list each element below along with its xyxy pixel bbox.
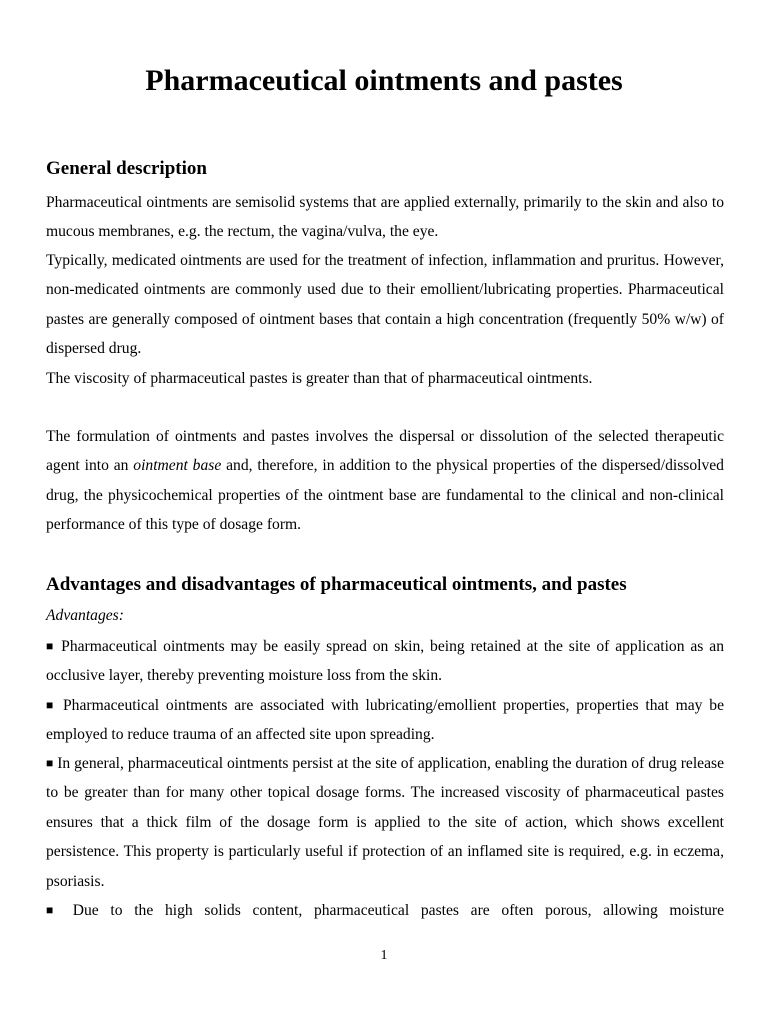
subheading-advantages: Advantages: bbox=[46, 607, 124, 624]
page-number: 1 bbox=[380, 948, 388, 963]
square-bullet-icon: ■ bbox=[46, 639, 56, 653]
paragraph-formulation-text-2: and, therefore, in addition to the physical properties of the dispersed/dissolved drug, the physicochemical properties of the ointment base are fundamental to the clinical and non-clinical performance of this type of dosage form. bbox=[46, 457, 724, 534]
paragraph-formulation bbox=[46, 422, 724, 540]
document-title: Pharmaceutical ointments and pastes bbox=[145, 64, 623, 97]
square-bullet-icon: ■ bbox=[46, 903, 62, 917]
list-item bbox=[46, 896, 724, 925]
paragraph-formulation-text-1: The formulation of ointments and pastes involves the dispersal or dissolution of the selected therapeutic agent into an bbox=[46, 428, 724, 475]
list-item-text: Due to the high solids content, pharmaceutical pastes are often porous, allowing moisture bbox=[61, 902, 724, 919]
list-item-text: In general, pharmaceutical ointments persist at the site of application, enabling the duration of drug release to be greater than for many other topical dosage forms. The increased viscosity of pharmaceutical pastes ensures that a thick film of the dosage form is applied to the site of action, which shows excellent persistence. This property is particularly useful if protection of an inflamed site is required, e.g. in eczema, psoriasis. bbox=[46, 755, 725, 890]
list-item bbox=[46, 632, 724, 691]
term-ointment-base: ointment base bbox=[133, 457, 222, 475]
paragraph-typical-use: Typically, medicated ointments are used for the treatment of infection, inflammation and pruritus. However, non-medicated ointments are commonly used due to their emollient/lubricating properties. Pharmaceutical pastes are generally composed of ointment bases that contain a high concentration (frequently 50% w/w) of dispersed drug. bbox=[46, 252, 724, 358]
section-heading-general-description: General description bbox=[46, 158, 207, 179]
square-bullet-icon: ■ bbox=[46, 698, 57, 712]
paragraph-viscosity: The viscosity of pharmaceutical pastes is greater than that of pharmaceutical ointments. bbox=[46, 370, 593, 387]
section-heading-advantages-disadvantages: Advantages and disadvantages of pharmaceutical ointments, and pastes bbox=[46, 574, 627, 595]
square-bullet-icon: ■ bbox=[46, 756, 54, 770]
list-item bbox=[46, 691, 724, 750]
paragraph-definition: Pharmaceutical ointments are semisolid systems that are applied externally, primarily to the skin and also to mucous membranes, e.g. the rectum, the vagina/vulva, the eye. bbox=[46, 194, 724, 241]
list-item-text: Pharmaceutical ointments are associated with lubricating/emollient properties, properties that may be employed to reduce trauma of an affected site upon spreading. bbox=[46, 697, 724, 744]
list-item bbox=[46, 749, 724, 896]
list-item-text: Pharmaceutical ointments may be easily spread on skin, being retained at the site of application as an occlusive layer, thereby preventing moisture loss from the skin. bbox=[46, 638, 724, 685]
